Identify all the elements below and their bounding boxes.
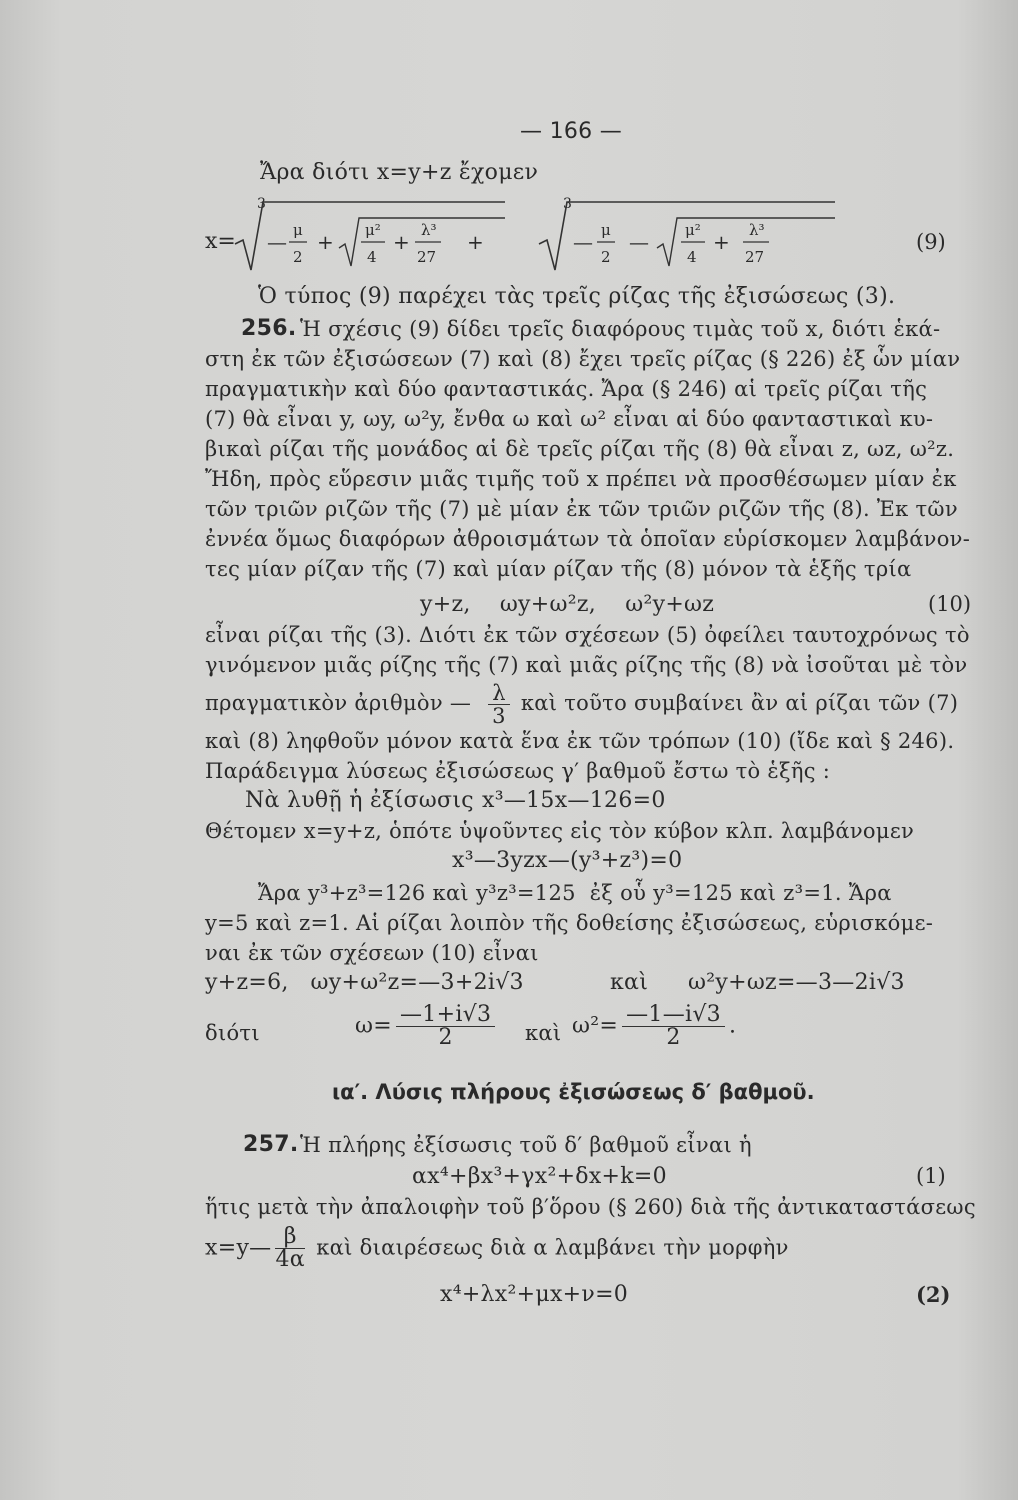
equation-10: y+z, ωy+ω²z, ω²y+ωz <box>420 592 715 617</box>
four-2: 4 <box>687 248 697 266</box>
minus-3: — <box>629 230 649 254</box>
paragraph-256-line-8: ἐννέα ὅμως διαφόρων ἀθροισμάτων τὰ ὁποῖαν εὑρίσκομεν λαμβάνον- <box>205 527 971 551</box>
minus-1: — <box>267 230 287 254</box>
lam3-1: λ³ <box>421 221 437 239</box>
text-line-thetomen: Θέτομεν x=y+z, ὁπότε ὑψοῦντες εἰς τὸν κύβον κλπ. λαμβάνομεν <box>205 819 915 843</box>
two-1: 2 <box>293 248 303 266</box>
omega-fraction <box>396 1004 495 1049</box>
paragraph-256-line-3: πραγματικὴν καὶ δύο φανταστικάς. Ἄρα (§ 246) αἱ τρεῖς ρίζαι τῆς <box>205 377 928 401</box>
equation-label-9: (9) <box>916 230 946 254</box>
equation-cube-expansion: x³—3yzx—(y³+z³)=0 <box>452 848 683 873</box>
text-line-y5: y=5 καὶ z=1. Αἱ ρίζαι λοιπὸν τῆς δοθείσης ἐξισώσεως, εὑρισκόμε- <box>205 911 934 935</box>
equation-label-1: (1) <box>916 1164 946 1188</box>
page-number: — 166 — <box>520 119 623 144</box>
pragmatikon-text: πραγματικὸν ἀριθμὸν — <box>205 691 472 715</box>
equation-label-10: (10) <box>928 592 972 616</box>
text-line-einai-2: γινόμενον μιᾶς ρίζης τῆς (7) καὶ μιᾶς ρίζης τῆς (8) νὰ ἰσοῦται μὲ τὸν <box>205 653 968 677</box>
omega2-lhs: ω²= <box>572 1013 619 1039</box>
roots-line-a: y+z=6, ωy+ω²z=—3+2i√3 <box>205 970 524 995</box>
four-1: 4 <box>367 248 377 266</box>
mu-1: μ <box>293 221 303 239</box>
text-line-kai-8: καὶ (8) ληφθοῦν μόνον κατὰ ἕνα ἐκ τῶν τρόπων (10) (ἴδε καὶ § 246). <box>205 729 955 753</box>
text-line-nai: ναι ἐκ τῶν σχέσεων (10) εἶναι <box>205 941 539 965</box>
cube-index-1: 3 <box>257 196 266 212</box>
paragraph-256-line-6: Ἤδη, πρὸς εὕρεσιν μιᾶς τιμῆς τοῦ x πρέπει νὰ προσθέσωμεν μίαν ἐκ <box>205 467 957 491</box>
paragraph-257-line-1: Ἡ πλήρης ἐξίσωσις τοῦ δ′ βαθμοῦ εἶναι ἡ <box>300 1133 752 1157</box>
omega2-period: . <box>728 1013 737 1039</box>
equation-cubic: x³—15x—126=0 <box>482 788 666 813</box>
equation-2: x⁴+λx²+μx+ν=0 <box>440 1282 629 1307</box>
formula-9-svg <box>205 192 855 282</box>
mu2-2: μ² <box>685 221 701 239</box>
omega-kai: καὶ <box>525 1021 562 1045</box>
omega-definition <box>355 1004 499 1049</box>
mu-2: μ <box>601 221 611 239</box>
paragraph-256-line-1: Ἡ σχέσις (9) δίδει τρεῖς διαφόρους τιμὰς τοῦ x, διότι ἑκά- <box>300 317 941 341</box>
substitution-fraction <box>275 1226 304 1271</box>
plus-3: + <box>713 230 730 254</box>
text-line-ara: Ἄρα διότι x=y+z ἔχομεν <box>260 160 539 185</box>
omega-denominator: 2 <box>438 1025 453 1050</box>
paragraph-number-257: 257. <box>243 1132 299 1157</box>
paragraph-256-line-7: τῶν τριῶν ριζῶν τῆς (7) μὲ μίαν ἐκ τῶν τριῶν ριζῶν τῆς (8). Ἐκ τῶν <box>205 497 958 521</box>
omega-squared-definition <box>572 1004 736 1049</box>
pragmatikon-rest: καὶ τοῦτο συμβαίνει ἂν αἱ ρίζαι τῶν (7) <box>520 691 959 715</box>
plus-2: + <box>393 230 410 254</box>
paragraph-256-line-9: τες μίαν ρίζαν τῆς (7) καὶ μίαν ρίζαν τῆς (8) μόνον τὰ ἑξῆς τρία <box>205 557 912 581</box>
text-line-na-lythi: Νὰ λυθῇ ἡ ἐξίσωσις <box>245 788 474 813</box>
text-line-paradeigma: Παράδειγμα λύσεως ἐξισώσεως γ′ βαθμοῦ ἔστω τὸ ἑξῆς : <box>205 759 831 783</box>
roots-line-kai: καὶ <box>610 970 649 995</box>
omega-numerator: —1+i√3 <box>396 1004 495 1027</box>
omega-lhs: ω= <box>355 1013 392 1039</box>
lam3-2: λ³ <box>749 221 765 239</box>
substitution-lhs: x=y— <box>205 1235 272 1261</box>
text-dioti: διότι <box>205 1021 260 1045</box>
plus-mid: + <box>467 230 484 254</box>
paragraph-number-256: 256. <box>241 316 297 341</box>
section-heading: ια′. Λύσις πλήρους ἐξισώσεως δ′ βαθμοῦ. <box>332 1080 815 1104</box>
roots-line-c: ω²y+ωz=—3—2i√3 <box>688 970 905 995</box>
cube-index-2: 3 <box>563 196 572 212</box>
fraction-denominator: 3 <box>492 704 506 728</box>
text-line-einai-1: εἶναι ρίζαι τῆς (3). Διότι ἐκ τῶν σχέσεων (5) ὀφείλει ταυτοχρόνως τὸ <box>205 623 970 647</box>
paragraph-256-line-2: στη ἐκ τῶν ἐξισώσεων (7) καὶ (8) ἔχει τρεῖς ρίζας (§ 226) ἐξ ὧν μίαν <box>205 347 961 371</box>
t27-1: 27 <box>417 248 437 266</box>
omega2-fraction <box>622 1004 725 1049</box>
formula-9 <box>205 192 855 282</box>
equation-label-2: (2) <box>916 1282 951 1307</box>
text-line-pragmatikon <box>205 682 958 727</box>
substitution-numerator: β <box>275 1226 304 1249</box>
text-line-ara-2: Ἄρα y³+z³=126 καὶ y³z³=125 ἐξ οὗ y³=125 καὶ z³=1. Ἄρα <box>258 881 892 905</box>
formula-x-eq: x= <box>205 229 236 254</box>
text-line-tupos: Ὁ τύπος (9) παρέχει τὰς τρεῖς ρίζας τῆς ἐξισώσεως (3). <box>258 284 896 309</box>
t27-2: 27 <box>745 248 765 266</box>
plus-1: + <box>317 230 334 254</box>
paragraph-256-line-4: (7) θὰ εἶναι y, ωy, ω²y, ἔνθα ω καὶ ω² εἶναι αἱ δύο φανταστικαὶ κυ- <box>205 407 934 431</box>
minus-2: — <box>573 230 593 254</box>
mu2-1: μ² <box>365 221 381 239</box>
paragraph-257-line-2: ἥτις μετὰ τὴν ἀπαλοιφὴν τοῦ β′ὅρου (§ 260) διὰ τῆς ἀντικαταστάσεως <box>205 1195 976 1219</box>
substitution-text: καὶ διαιρέσεως διὰ α λαμβάνει τὴν μορφὴν <box>316 1235 789 1260</box>
fraction-lambda-3 <box>488 682 510 727</box>
omega2-numerator: —1—i√3 <box>622 1004 725 1027</box>
fraction-numerator: λ <box>488 682 510 705</box>
omega2-denominator: 2 <box>666 1025 681 1050</box>
two-2: 2 <box>601 248 611 266</box>
equation-1: αx⁴+βx³+γx²+δx+k=0 <box>412 1164 667 1189</box>
substitution-denominator: 4α <box>275 1247 305 1272</box>
paragraph-256-line-5: βικαὶ ρίζαι τῆς μονάδος αἱ δὲ τρεῖς ρίζαι τῆς (8) θὰ εἶναι z, ωz, ω²z. <box>205 437 955 461</box>
substitution-line <box>205 1226 789 1271</box>
